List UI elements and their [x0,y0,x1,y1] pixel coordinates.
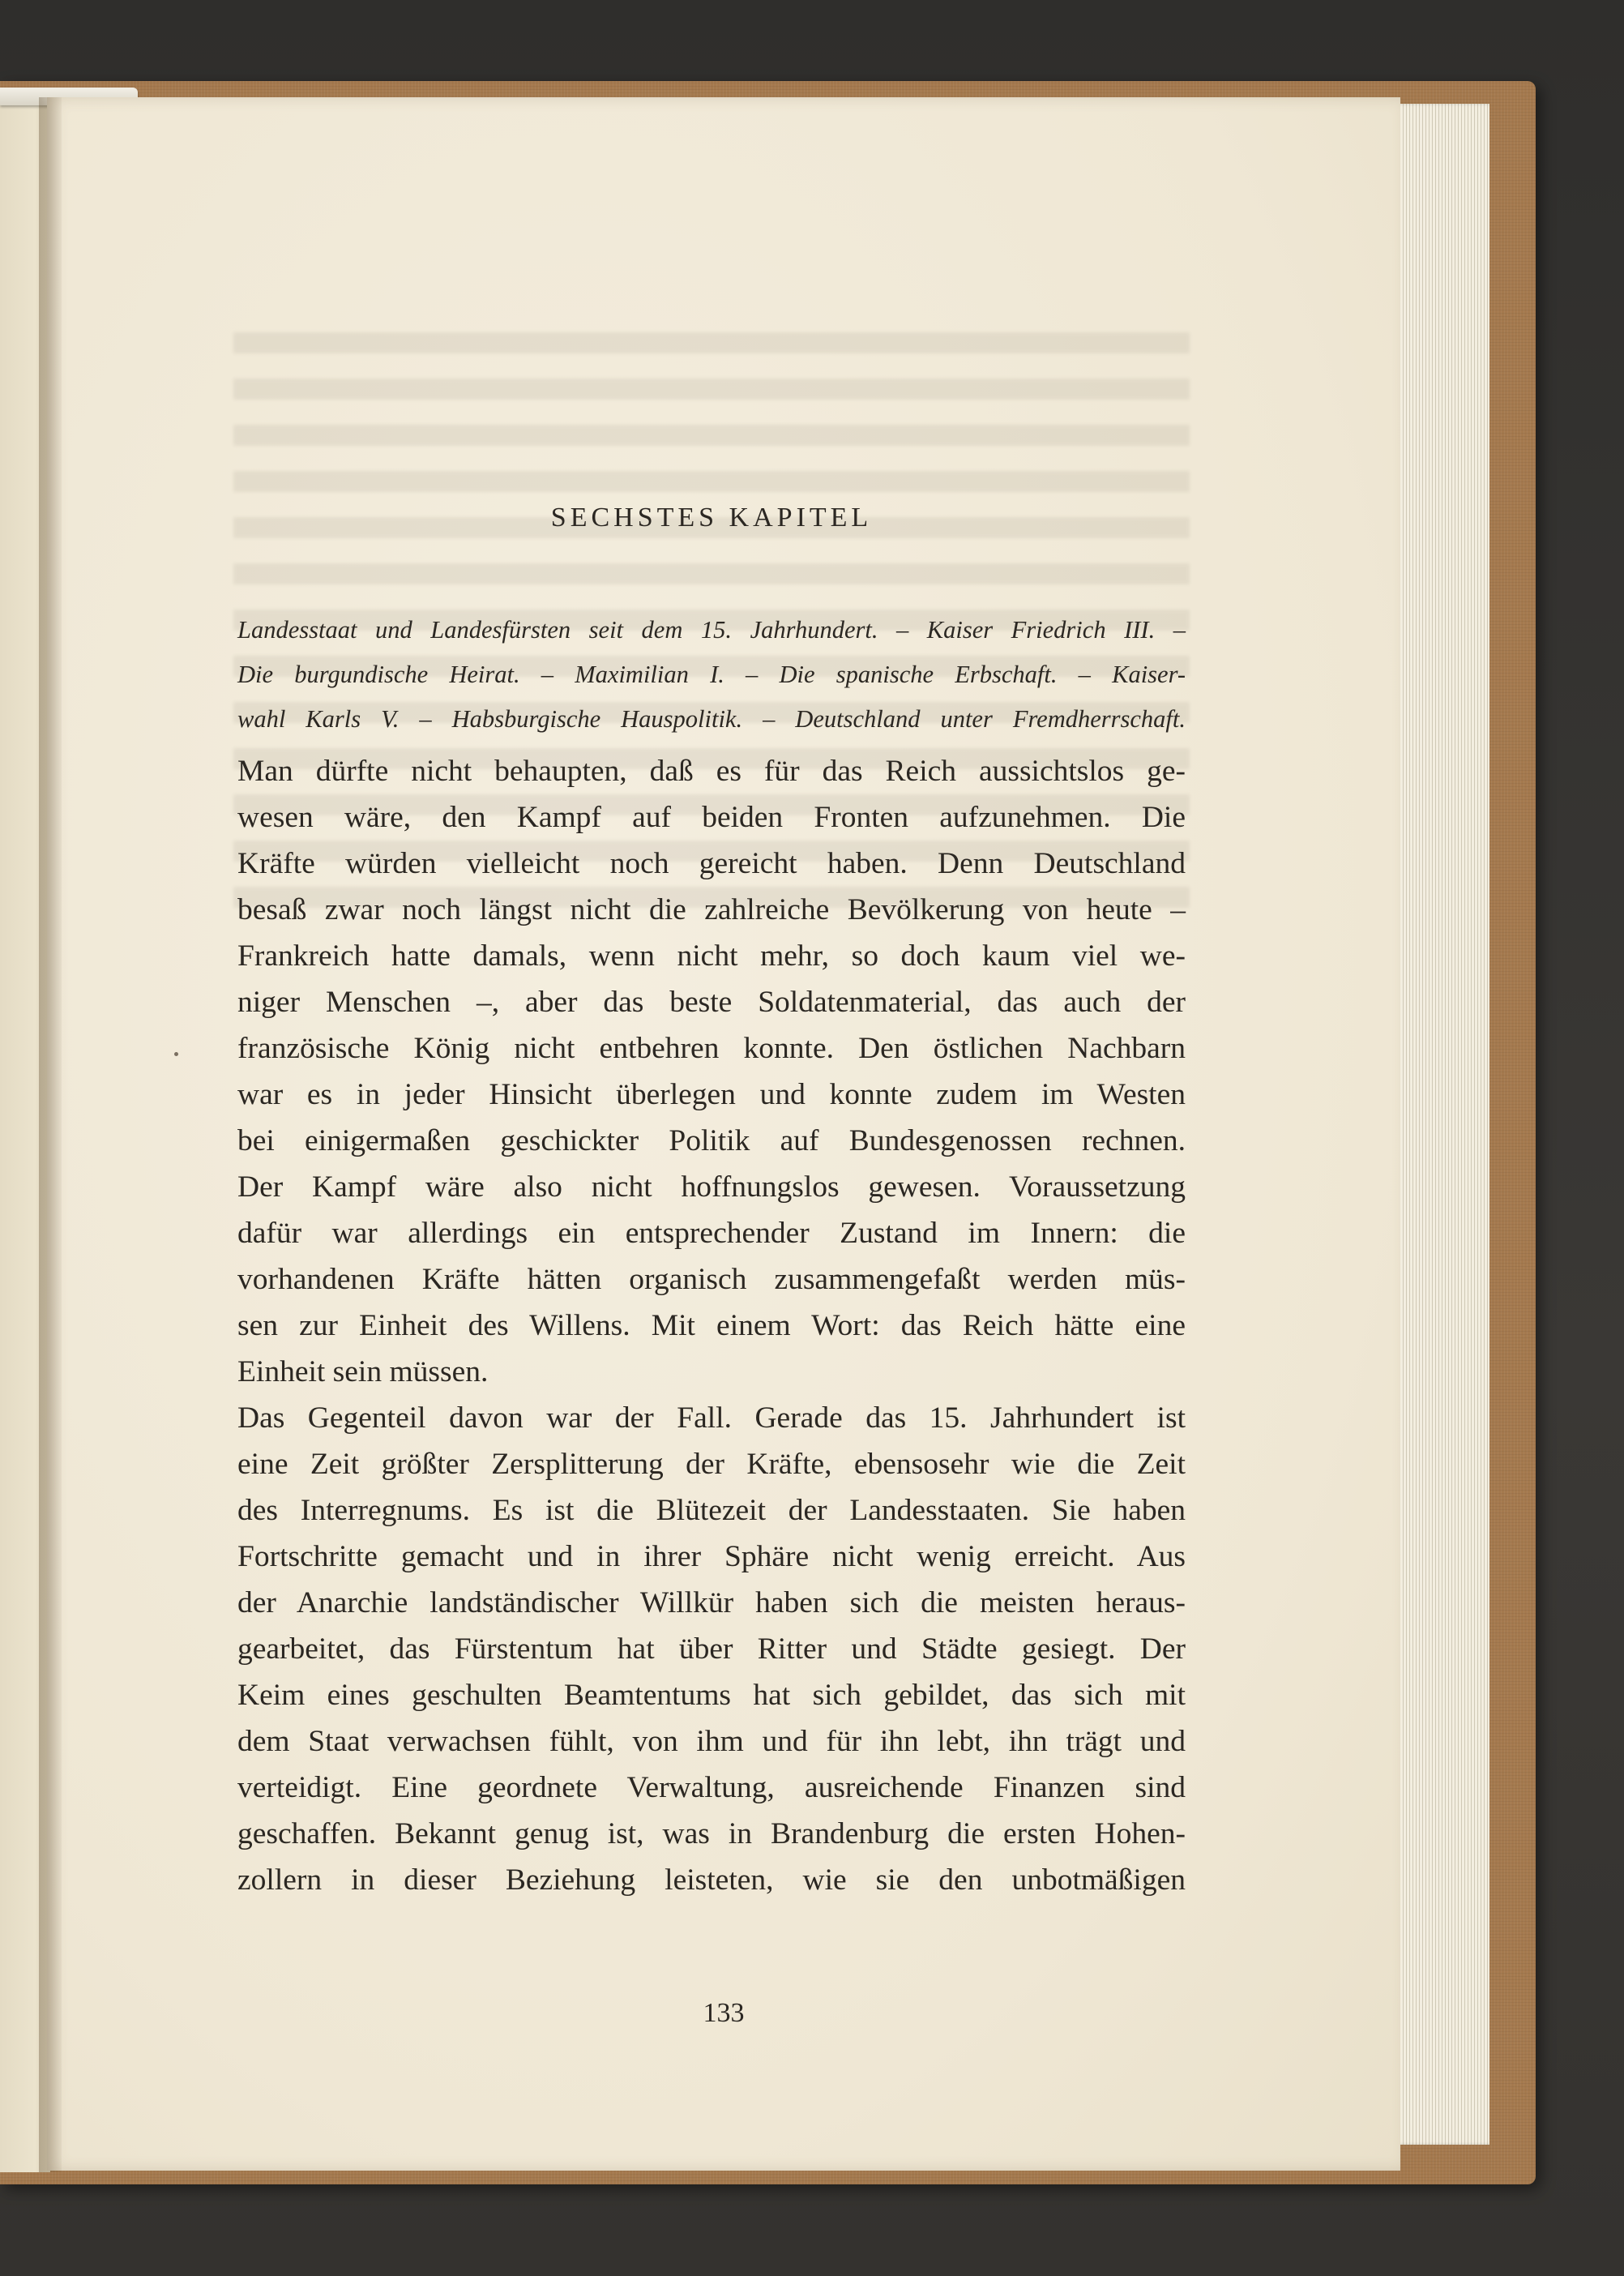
text-line: bei einigermaßen geschickter Politik auf Bundesgenossen rechnen. [237,1124,1186,1157]
text-line: Einheit sein müssen. [237,1355,489,1388]
paragraph [237,748,1186,1395]
chapter-title: SECHSTES KAPITEL [550,503,873,533]
page-edges [1394,104,1489,2145]
text-line: der Anarchie landständischer Willkür haben sich die meisten heraus- [237,1586,1186,1619]
text-line: französische König nicht entbehren konnte. Den östlichen Nachbarn [237,1032,1186,1065]
summary-line: Die burgundische Heirat. – Maximilian I. – Die spanische Erbschaft. – Kaiser- [237,661,1186,688]
text-line: Das Gegenteil davon war der Fall. Gerade das 15. Jahrhundert ist [237,1401,1186,1435]
text-line: Frankreich hatte damals, wenn nicht mehr, so doch kaum viel we- [237,939,1186,973]
text-line: Keim eines geschulten Beamtentums hat sich gebildet, das sich mit [237,1679,1186,1712]
page-number: 133 [703,1998,745,2028]
text-line: war es in jeder Hinsicht überlegen und konnte zudem im Westen [237,1078,1186,1111]
page-speck [174,1052,178,1056]
body-text [237,748,1186,1903]
text-line: wesen wäre, den Kampf auf beiden Fronten aufzunehmen. Die [237,801,1186,834]
text-line: eine Zeit größter Zersplitterung der Kräfte, ebensosehr wie die Zeit [237,1448,1186,1481]
text-line: gearbeitet, das Fürstentum hat über Ritter und Städte gesiegt. Der [237,1632,1186,1666]
text-line: dafür war allerdings ein entsprechender Zustand im Innern: die [237,1217,1186,1250]
book-page [47,97,1400,2171]
paragraph [237,1395,1186,1903]
text-line: Fortschritte gemacht und in ihrer Sphäre nicht wenig erreicht. Aus [237,1540,1186,1573]
text-block [237,503,1186,1903]
text-line: besaß zwar noch längst nicht die zahlreiche Bevölkerung von heute – [237,893,1186,926]
text-line: Der Kampf wäre also nicht hoffnungslos gewesen. Voraussetzung [237,1170,1186,1204]
text-line: sen zur Einheit des Willens. Mit einem Wort: das Reich hätte eine [237,1309,1186,1342]
summary-line: wahl Karls V. – Habsburgische Hauspolitik. – Deutschland unter Fremdherrschaft. [237,705,1186,733]
text-line: Kräfte würden vielleicht noch gereicht haben. Denn Deutschland [237,847,1186,880]
summary-line: Landesstaat und Landesfürsten seit dem 15. Jahrhundert. – Kaiser Friedrich III. – [237,616,1186,644]
text-line: dem Staat verwachsen fühlt, von ihm und für ihn lebt, ihn trägt und [237,1725,1186,1758]
text-line: verteidigt. Eine geordnete Verwaltung, ausreichende Finanzen sind [237,1771,1186,1804]
text-line: geschaffen. Bekannt genug ist, was in Brandenburg die ersten Hohen- [237,1817,1186,1850]
text-line: des Interregnums. Es ist die Blütezeit der Landesstaaten. Sie haben [237,1494,1186,1527]
text-line: vorhandenen Kräfte hätten organisch zusammengefaßt werden müs- [237,1263,1186,1296]
text-line: zollern in dieser Beziehung leisteten, wie sie den unbotmäßigen [237,1863,1186,1897]
text-line: niger Menschen –, aber das beste Soldatenmaterial, das auch der [237,986,1186,1019]
chapter-summary [237,608,1186,742]
gutter-shadow [39,97,62,2172]
text-line: Man dürfte nicht behaupten, daß es für das Reich aussichtslos ge- [237,755,1186,788]
